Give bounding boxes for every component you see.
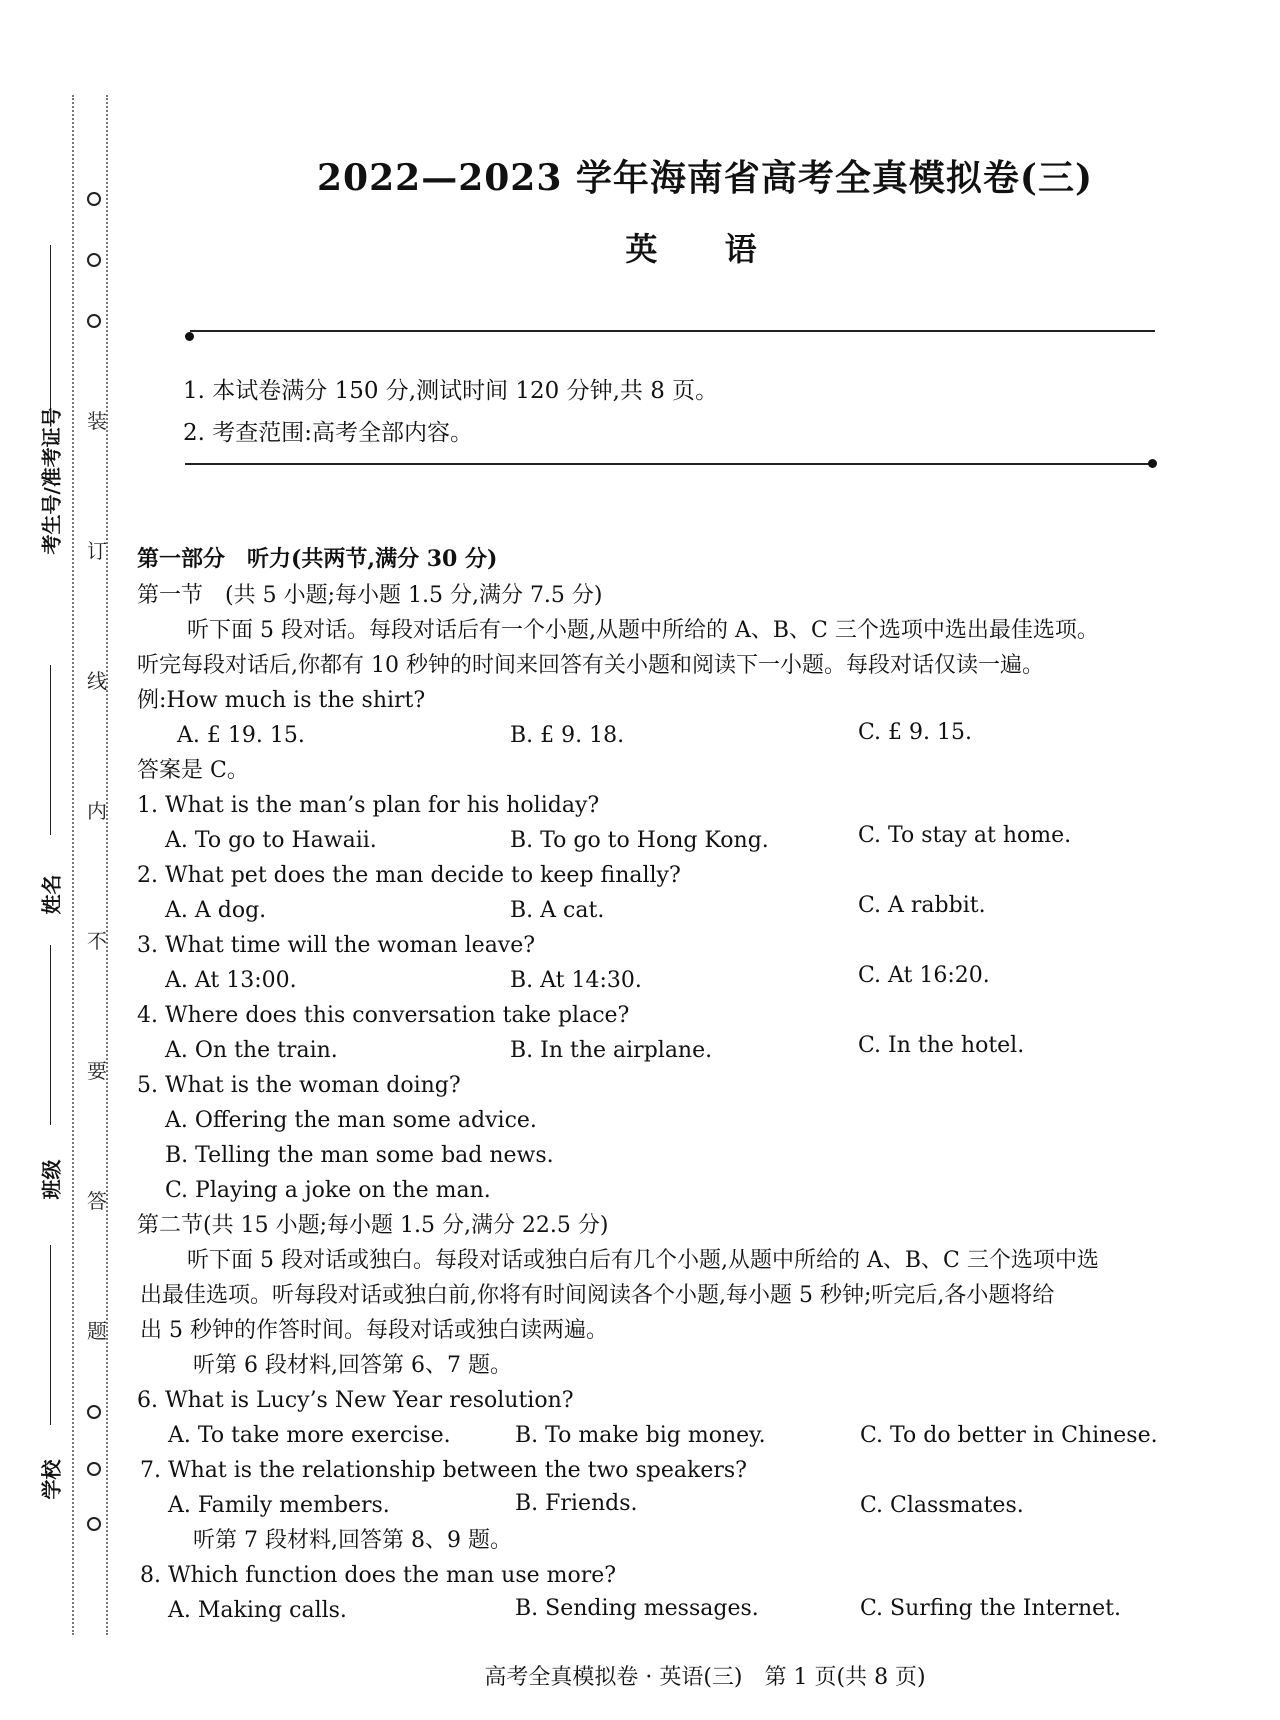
answer-option: A. Offering the man some advice.: [165, 1108, 537, 1133]
seal-char: 答: [87, 1189, 107, 1213]
binding-hole-icon: [87, 253, 101, 267]
answer-option: C. To do better in Chinese.: [860, 1423, 1158, 1448]
field-line: [50, 665, 51, 835]
question-text: 5. What is the woman doing?: [137, 1073, 461, 1098]
binding-hole-icon: [87, 1517, 101, 1531]
example-question: 例:How much is the shirt?: [137, 688, 426, 713]
instruction-text: 出 5 秒钟的作答时间。每段对话或独白读两遍。: [140, 1318, 608, 1343]
field-line: [50, 1245, 51, 1425]
answer-option: B. In the airplane.: [510, 1038, 713, 1063]
bottom-rule: [185, 463, 1150, 465]
instruction-text: 听下面 5 段对话。每段对话后有一个小题,从题中所给的 A、B、C 三个选项中选出最佳选项。: [187, 618, 1099, 643]
answer-option: C. A rabbit.: [858, 893, 986, 918]
seal-char: 不: [87, 929, 107, 953]
answer-option: B. A cat.: [510, 898, 605, 923]
dotted-line: [72, 95, 74, 1635]
question-text: 7. What is the relationship between the two speakers?: [140, 1458, 747, 1483]
answer-option: B. To go to Hong Kong.: [510, 828, 769, 853]
field-label-exam-number: 考生号/准考证号: [39, 407, 64, 555]
binding-hole-icon: [87, 192, 101, 206]
seal-char: 要: [87, 1059, 107, 1083]
answer-option: B. At 14:30.: [510, 968, 642, 993]
exam-subject: 英 语: [625, 230, 785, 268]
section-heading: 第二节(共 15 小题;每小题 1.5 分,满分 22.5 分): [137, 1213, 609, 1238]
seal-char: 线: [87, 669, 107, 693]
instruction-text: 听完每段对话后,你都有 10 秒钟的时间来回答有关小题和阅读下一小题。每段对话仅读一遍。: [137, 653, 1044, 678]
answer-option: B. Sending messages.: [515, 1596, 759, 1621]
answer-option: A. To go to Hawaii.: [165, 828, 377, 853]
question-text: 4. Where does this conversation take place?: [137, 1003, 630, 1028]
top-rule: [190, 330, 1155, 332]
material-note: 听第 6 段材料,回答第 6、7 题。: [193, 1353, 512, 1378]
instruction-text: 听下面 5 段对话或独白。每段对话或独白后有几个小题,从题中所给的 A、B、C 三个选项中选: [187, 1248, 1099, 1273]
field-label-school: 学校: [39, 1459, 64, 1500]
seal-char: 内: [87, 799, 107, 823]
example-option: C. £ 9. 15.: [858, 720, 972, 745]
answer-option: C. In the hotel.: [858, 1033, 1025, 1058]
binding-hole-icon: [87, 314, 101, 328]
answer-option: C. At 16:20.: [858, 963, 990, 988]
rule-dot: [1148, 459, 1157, 468]
seal-char: 装: [87, 409, 107, 433]
exam-note: 1. 本试卷满分 150 分,测试时间 120 分钟,共 8 页。: [183, 378, 719, 404]
answer-option: B. Telling the man some bad news.: [165, 1143, 554, 1168]
material-note: 听第 7 段材料,回答第 8、9 题。: [193, 1528, 512, 1553]
answer-option: A. On the train.: [165, 1038, 338, 1063]
rule-dot: [185, 332, 194, 341]
binding-hole-icon: [87, 1405, 101, 1419]
seal-char: 题: [87, 1319, 107, 1343]
answer-option: A. At 13:00.: [165, 968, 297, 993]
answer-option: C. Playing a joke on the man.: [165, 1178, 491, 1203]
answer-option: C. Classmates.: [860, 1493, 1024, 1518]
answer-option: A. To take more exercise.: [168, 1423, 451, 1448]
answer-option: B. Friends.: [515, 1491, 638, 1516]
example-answer: 答案是 C。: [137, 758, 249, 783]
page-footer: 高考全真模拟卷 · 英语(三) 第 1 页(共 8 页): [484, 1665, 926, 1690]
binding-hole-icon: [87, 1462, 101, 1476]
exam-title: 2022—2023 学年海南省高考全真模拟卷(三): [317, 157, 1093, 199]
seal-char: 订: [87, 539, 107, 563]
field-label-name: 姓名: [39, 874, 64, 915]
exam-note: 2. 考查范围:高考全部内容。: [183, 420, 474, 446]
example-option: B. £ 9. 18.: [510, 723, 625, 748]
instruction-text: 出最佳选项。听每段对话或独白前,你将有时间阅读各个小题,每小题 5 秒钟;听完后,各小题将给: [140, 1283, 1055, 1308]
question-text: 1. What is the man’s plan for his holiday?: [137, 793, 600, 818]
example-option: A. £ 19. 15.: [177, 723, 305, 748]
field-line: [50, 945, 51, 1125]
answer-option: A. A dog.: [165, 898, 267, 923]
dotted-line: [106, 95, 108, 1635]
answer-option: B. To make big money.: [515, 1423, 766, 1448]
question-text: 2. What pet does the man decide to keep finally?: [137, 863, 681, 888]
answer-option: C. Surfing the Internet.: [860, 1596, 1121, 1621]
answer-option: A. Making calls.: [168, 1598, 347, 1623]
question-text: 3. What time will the woman leave?: [137, 933, 536, 958]
answer-option: A. Family members.: [168, 1493, 390, 1518]
section-heading: 第一节 (共 5 小题;每小题 1.5 分,满分 7.5 分): [137, 583, 603, 608]
question-text: 8. Which function does the man use more?: [140, 1563, 617, 1588]
answer-option: C. To stay at home.: [858, 823, 1072, 848]
field-label-class: 班级: [39, 1159, 64, 1200]
question-text: 6. What is Lucy’s New Year resolution?: [137, 1388, 574, 1413]
field-line: [50, 245, 51, 415]
part-heading: 第一部分 听力(共两节,满分 30 分): [137, 546, 498, 572]
